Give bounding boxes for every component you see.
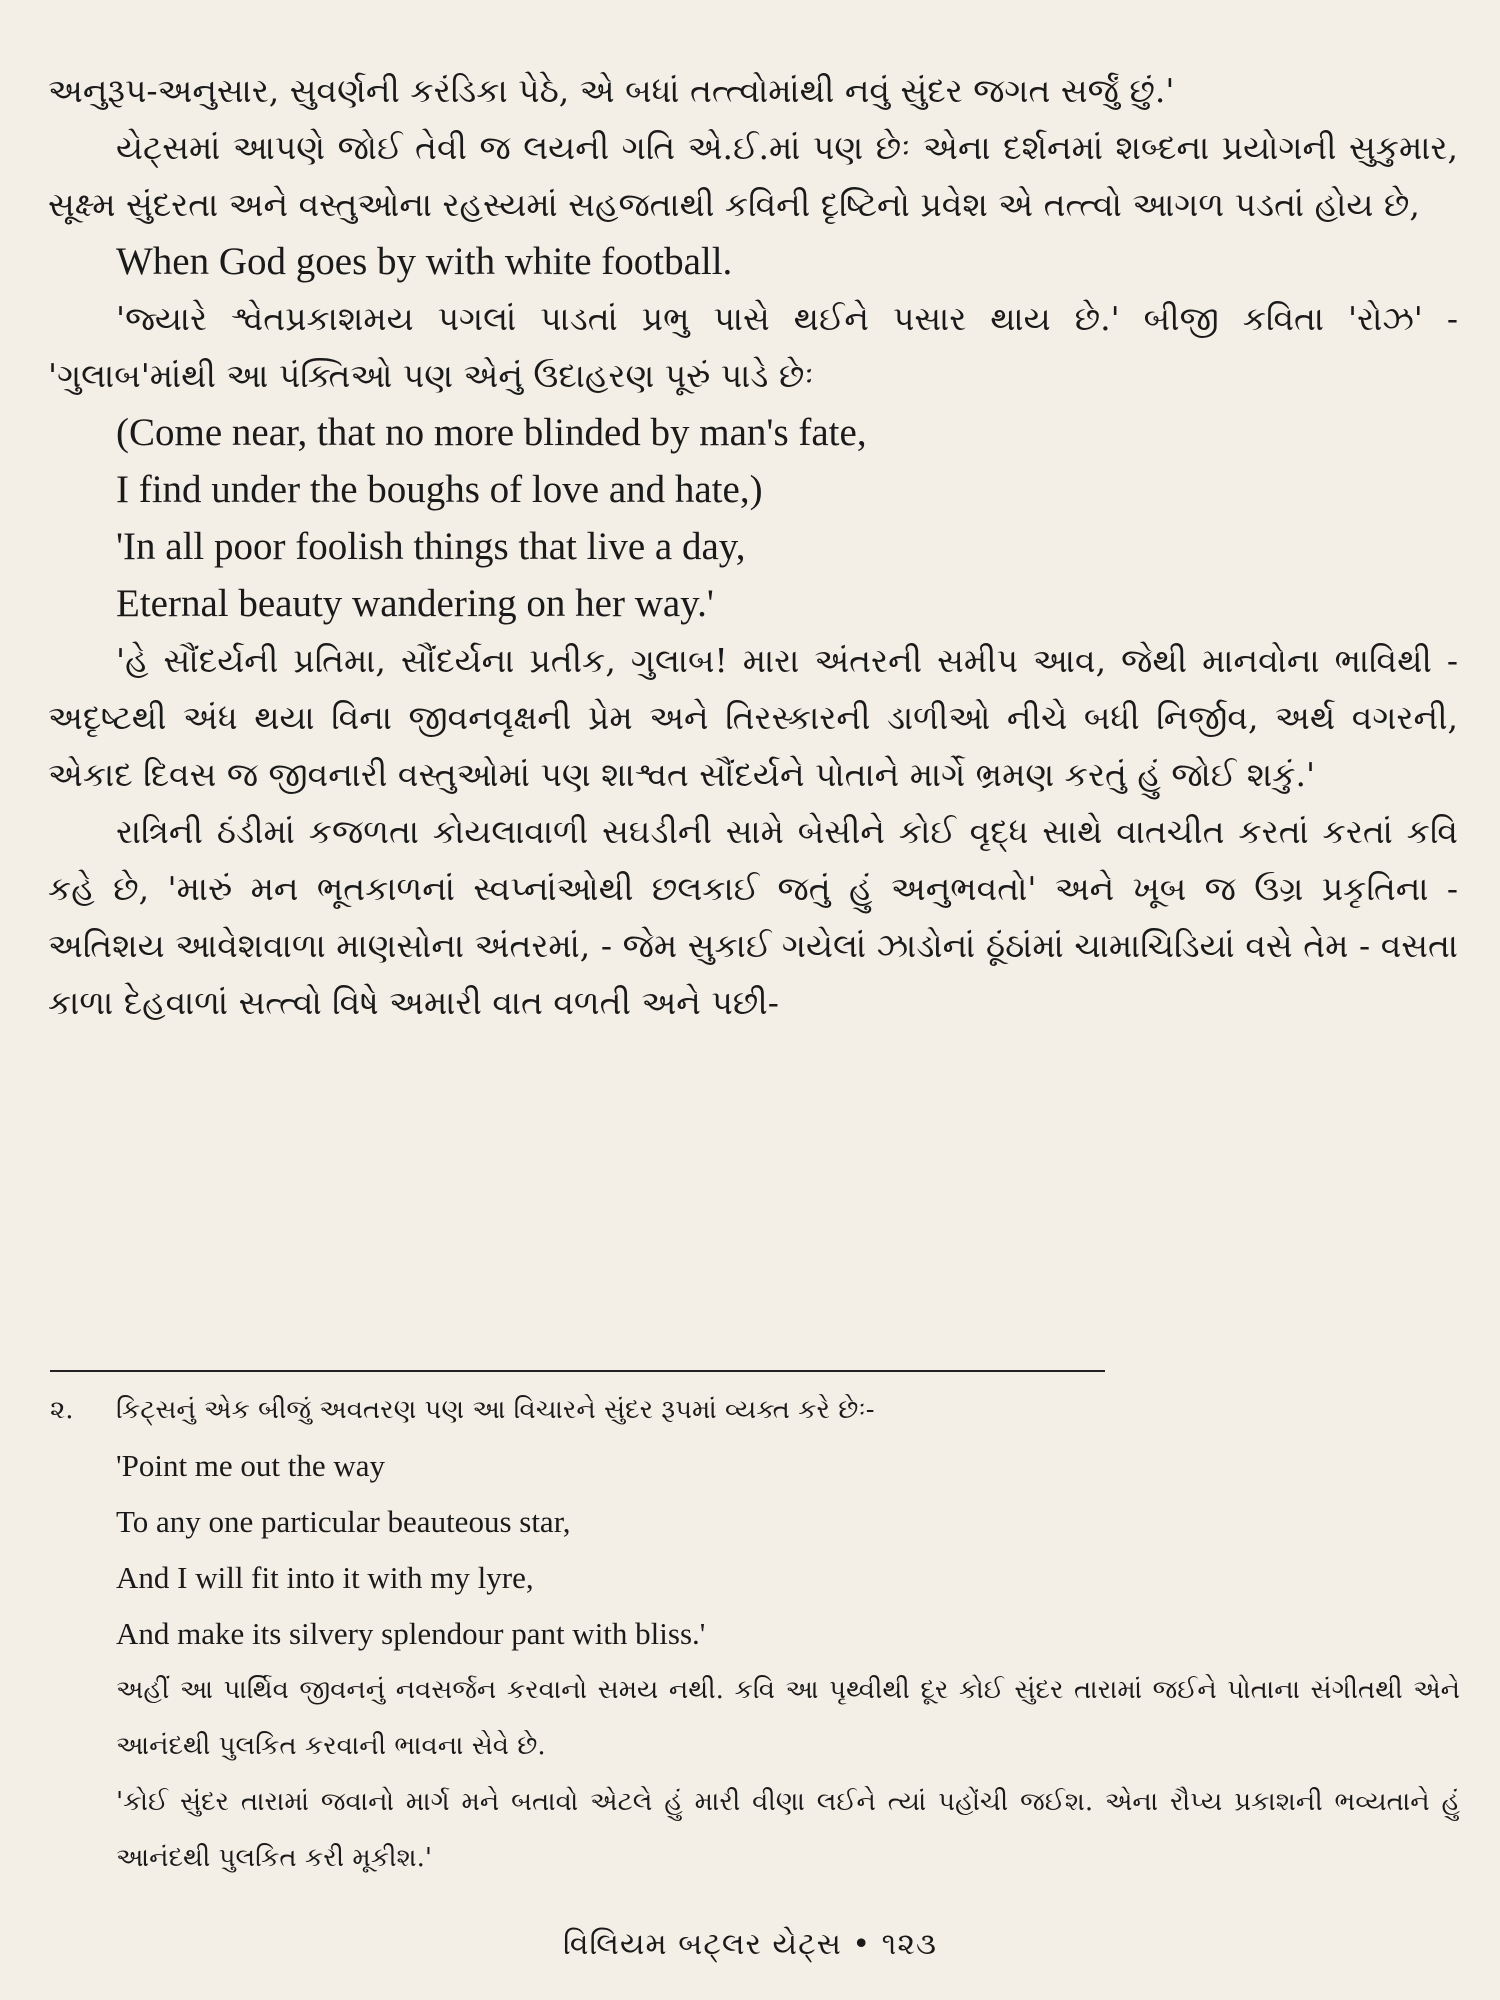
- footnote-verse-line: And I will fit into it with my lyre,: [116, 1560, 534, 1595]
- footnote-intro-line: [50, 1382, 1460, 1438]
- verse-line: Eternal beauty wandering on her way.': [116, 582, 714, 625]
- footnote-divider: [50, 1370, 1105, 1372]
- verse-line: 'In all poor foolish things that live a day,: [116, 525, 746, 568]
- footnote-intro: કિટ્સનું એક બીજું અવતરણ પણ આ વિચારને સુંદર રૂપમાં વ્યક્ત કરે છેઃ-: [116, 1395, 875, 1425]
- verse-line: (Come near, that no more blinded by man's fate,: [116, 411, 867, 454]
- footnote-paragraph-2: 'કોઈ સુંદર તારામાં જવાનો માર્ગ મને બતાવો એટલે હું મારી વીણા લઈને ત્યાં પહોંચી જઈશ. એના રૌપ્ય પ્રકાશની ભવ્યતાને હું આનંદથી પુલકિત કરી મૂકીશ.': [116, 1787, 1460, 1873]
- verse-line: When God goes by with white football.: [116, 240, 733, 283]
- footnote-number: ૨.: [50, 1395, 74, 1425]
- paragraph-4: 'હે સૌંદર્યની પ્રતિમા, સૌંદર્યના પ્રતીક, ગુલાબ! મારા અંતરની સમીપ આવ, જેથી માનવોના ભાવિથી - અદૃષ્ટથી અંધ થયા વિના જીવનવૃક્ષની પ્રેમ અને તિરસ્કારની ડાળીઓ નીચે બધી નિર્જીવ, અર્થ વગરની, એકાદ દિવસ જ જીવનારી વસ્તુઓમાં પણ શાશ્વત સૌંદર્યને પોતાને માર્ગે ભ્રમણ કરતું હું જોઈ શકું.': [48, 641, 1458, 794]
- verse-line: I find under the boughs of love and hate,): [116, 468, 763, 511]
- footnote-paragraph-1: અહીં આ પાર્થિવ જીવનનું નવસર્જન કરવાનો સમય નથી. કવિ આ પૃથ્વીથી દૂર કોઈ સુંદર તારામાં જઈને પોતાના સંગીતથી એને આનંદથી પુલકિત કરવાની ભાવના સેવે છે.: [116, 1675, 1460, 1761]
- footnote-verse-line: To any one particular beauteous star,: [116, 1504, 571, 1539]
- footnote: [50, 1382, 1460, 1886]
- paragraph-1: અનુરૂપ-અનુસાર, સુવર્ણની કરંડિકા પેઠે, એ બધાં તત્ત્વોમાંથી નવું સુંદર જગત સર્જું છું.': [48, 71, 1175, 110]
- running-footer: વિલિયમ બટ્લર યેટ્સ • ૧૨૩: [563, 1927, 937, 1962]
- paragraph-2: યેટ્સમાં આપણે જોઈ તેવી જ લયની ગતિ એ.ઈ.માં પણ છેઃ એના દર્શનમાં શબ્દના પ્રયોગની સુકુમાર, સૂક્ષ્મ સુંદરતા અને વસ્તુઓના રહસ્યમાં સહજતાથી કવિની દૃષ્ટિનો પ્રવેશ એ તત્ત્વો આગળ પડતાં હોય છે,: [48, 128, 1458, 224]
- paragraph-5: રાત્રિની ઠંડીમાં કજળતા કોયલાવાળી સઘડીની સામે બેસીને કોઈ વૃદ્ધ સાથે વાતચીત કરતાં કરતાં કવિ કહે છે, 'મારું મન ભૂતકાળનાં સ્વપ્નાંઓથી છલકાઈ જતું હું અનુભવતો' અને ખૂબ જ ઉગ્ર પ્રકૃતિના - અતિશય આવેશવાળા માણસોના અંતરમાં, - જેમ સુકાઈ ગયેલાં ઝાડોનાં ઠૂંઠાંમાં ચામાચિડિયાં વસે તેમ - વસતા કાળા દેહવાળાં સત્ત્વો વિષે અમારી વાત વળતી અને પછી-: [48, 812, 1458, 1022]
- paragraph-3: 'જ્યારે શ્વેતપ્રકાશમય પગલાં પાડતાં પ્રભુ પાસે થઈને પસાર થાય છે.' બીજી કવિતા 'રોઝ' - 'ગુલાબ'માંથી આ પંક્તિઓ પણ એનું ઉદાહરણ પૂરું પાડે છેઃ: [48, 299, 1458, 395]
- main-text: [48, 62, 1458, 1031]
- footnote-verse-line: 'Point me out the way: [116, 1448, 386, 1483]
- footnote-verse-line: And make its silvery splendour pant with bliss.': [116, 1616, 706, 1651]
